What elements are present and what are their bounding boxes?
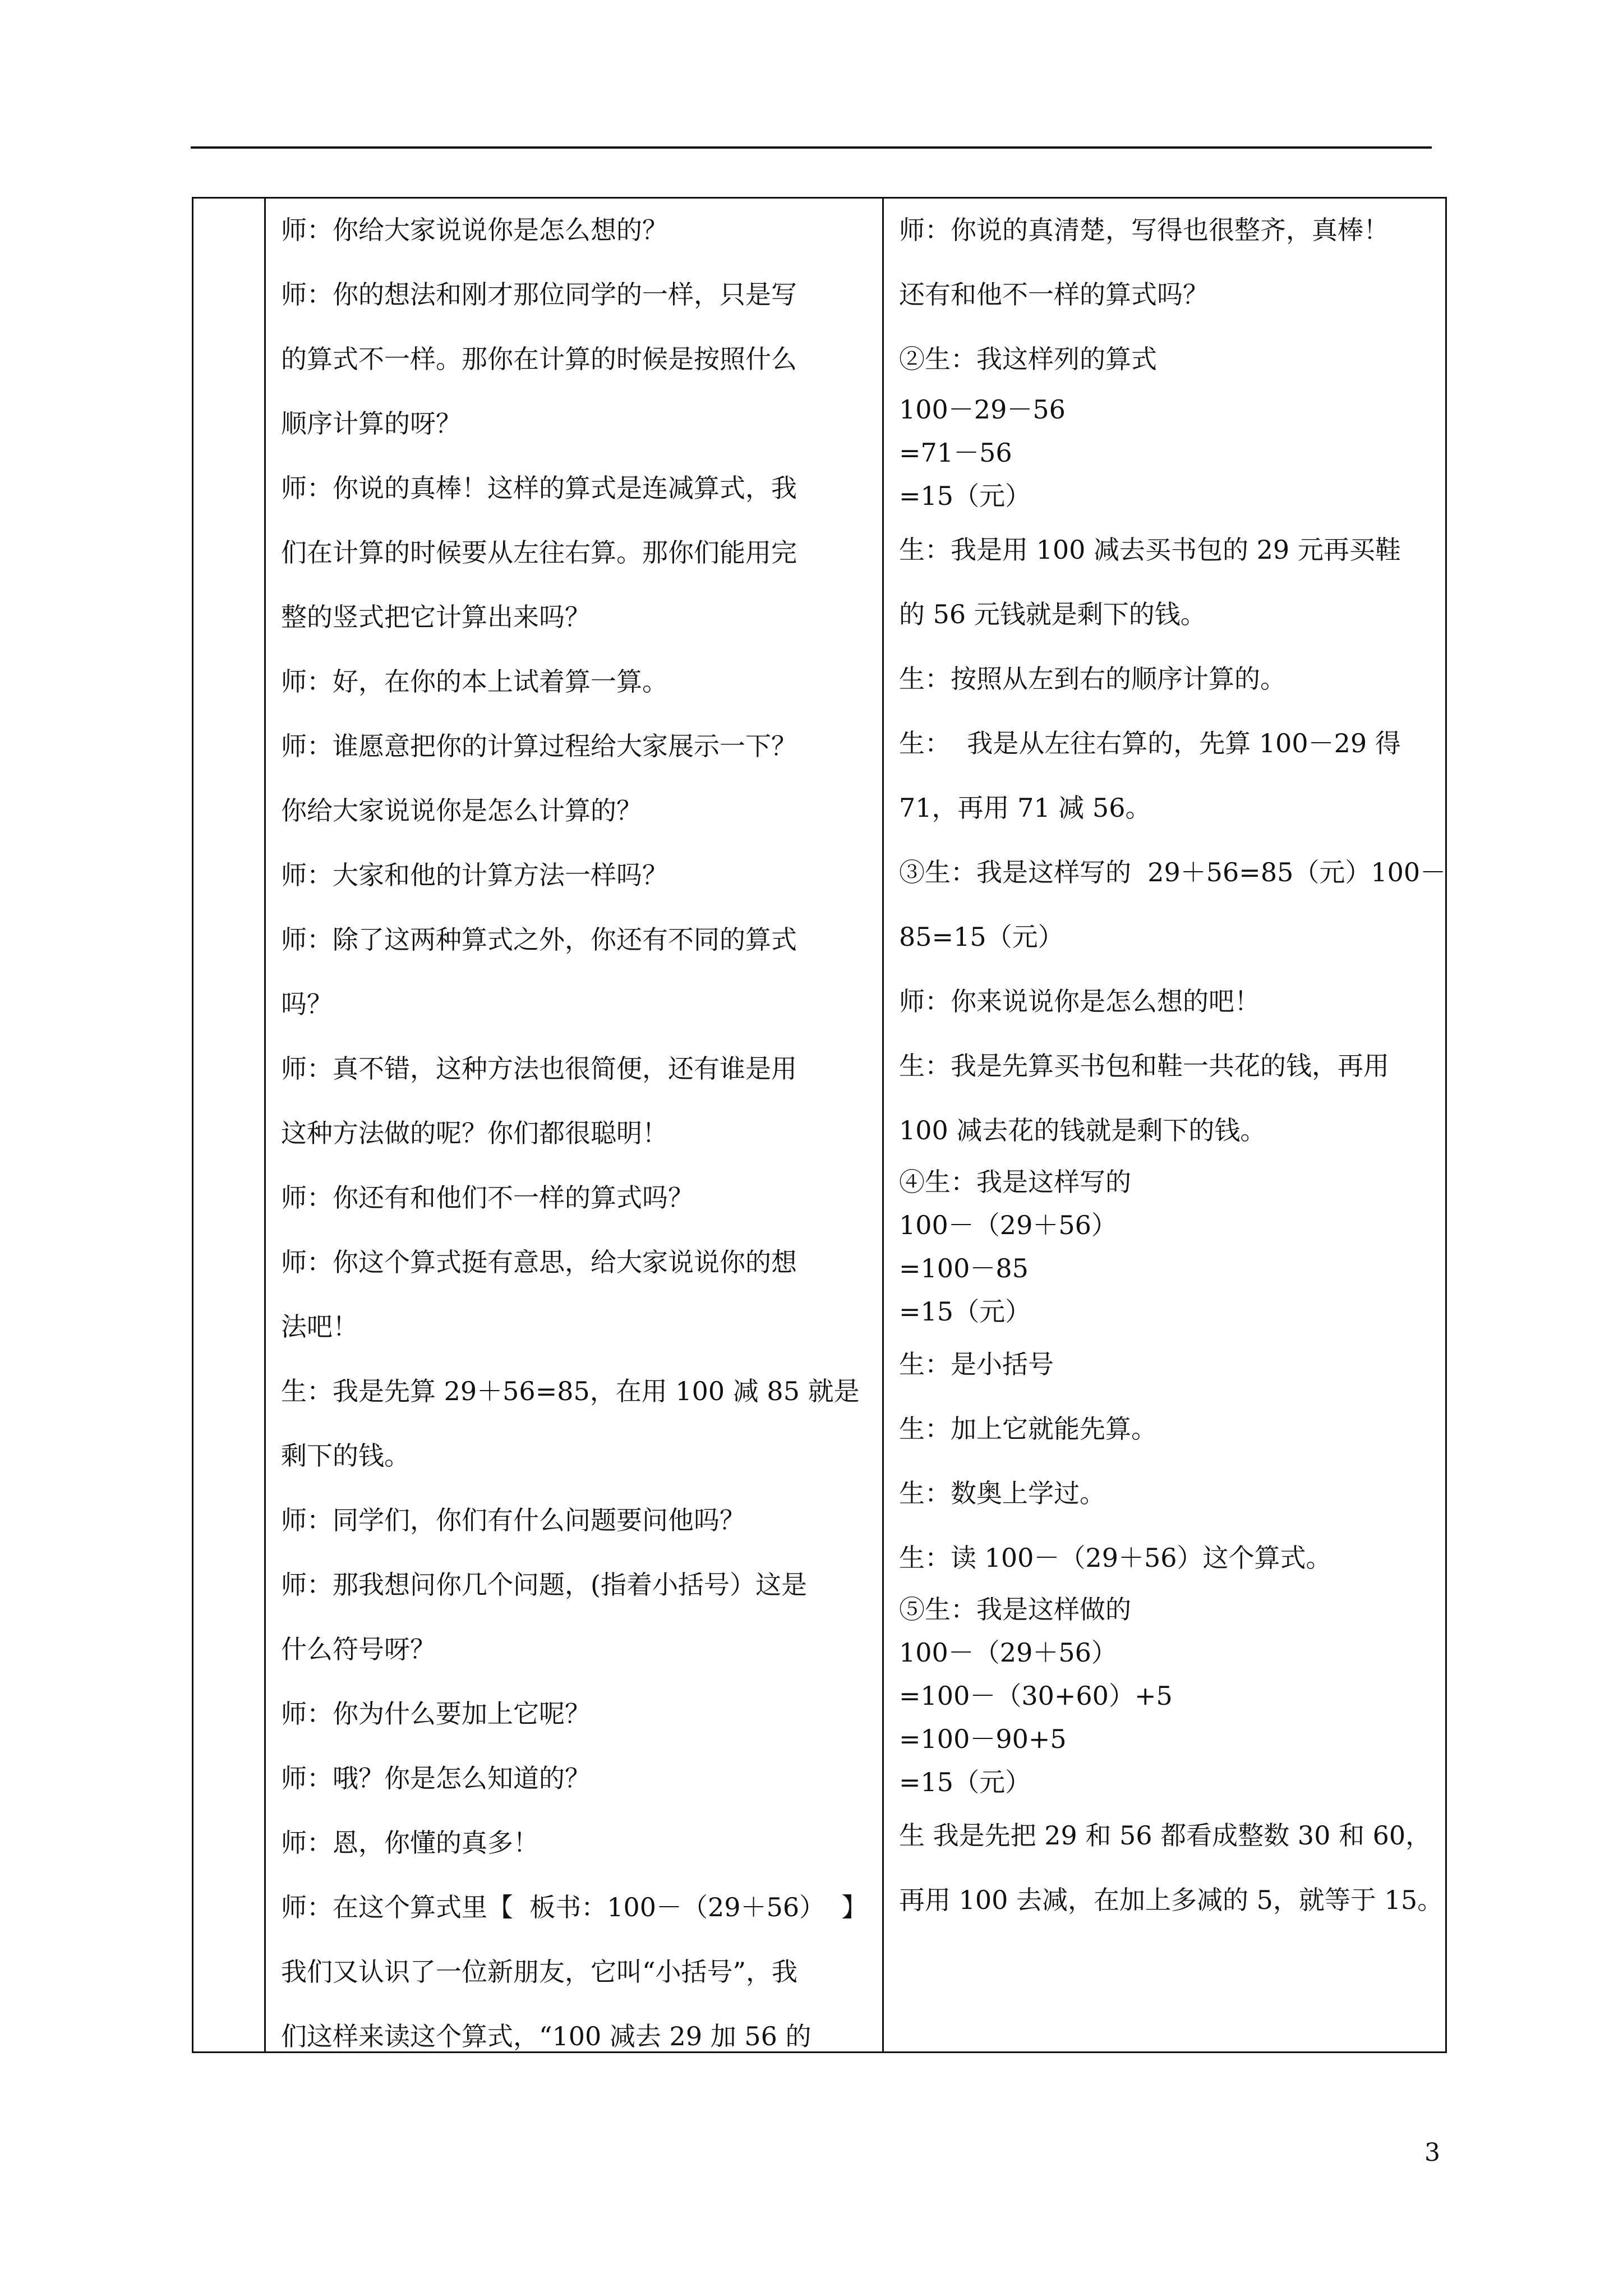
teacher-line: 法吧！ (281, 1312, 358, 1342)
teacher-line: 什么符号呀？ (281, 1634, 436, 1664)
student-line: ②生：我这样列的算式 (899, 344, 1157, 374)
teacher-line: 这种方法做的呢？你们都很聪明！ (281, 1118, 668, 1148)
lesson-table (192, 197, 1447, 2053)
header-rule (191, 146, 1432, 149)
teacher-line: 师：真不错，这种方法也很简便，还有谁是用 (281, 1053, 797, 1084)
student-line: ⑤生：我是这样做的 (899, 1594, 1131, 1625)
student-line: 再用 100 去减，在加上多减的 5，就等于 15。 (899, 1885, 1444, 1915)
student-line: 生：按照从左到右的顺序计算的。 (899, 664, 1286, 694)
student-line: 生 我是先把 29 和 56 都看成整数 30 和 60， (899, 1820, 1432, 1851)
student-line: =100－（30+60）+5 (899, 1681, 1173, 1711)
table-divider-2 (882, 199, 884, 2051)
teacher-line: 吗？ (281, 989, 333, 1019)
teacher-line: 师：你这个算式挺有意思，给大家说说你的想 (281, 1247, 797, 1277)
student-line: 生：我是先算买书包和鞋一共花的钱，再用 (899, 1051, 1389, 1081)
student-line: 的 56 元钱就是剩下的钱。 (899, 599, 1206, 629)
table-divider-1 (264, 199, 266, 2051)
student-line: 生： 我是从左往右算的，先算 100－29 得 (899, 728, 1401, 758)
student-line: 85=15（元） (899, 922, 1064, 952)
teacher-line: 师：大家和他的计算方法一样吗？ (281, 860, 668, 890)
student-line: =100－90+5 (899, 1724, 1067, 1754)
teacher-line: 们这样来读这个算式，“100 减去 29 加 56 的 (281, 2021, 811, 2051)
student-line: =15（元） (899, 1767, 1031, 1797)
teacher-line: 你给大家说说你是怎么计算的？ (281, 795, 642, 826)
student-line: 生：我是用 100 减去买书包的 29 元再买鞋 (899, 535, 1401, 565)
student-line: 100－（29＋56） (899, 1210, 1117, 1240)
teacher-line: 们在计算的时候要从左往右算。那你们能用完 (281, 537, 797, 568)
student-line: 师：你说的真清楚，写得也很整齐，真棒！ (899, 215, 1389, 245)
student-line: 师：你来说说你是怎么想的吧！ (899, 986, 1260, 1016)
student-line: 生：数奥上学过。 (899, 1478, 1105, 1508)
teacher-line: 师：同学们，你们有什么问题要问他吗？ (281, 1505, 745, 1535)
teacher-line: 师：那我想问你几个问题，(指着小括号）这是 (281, 1570, 807, 1600)
student-line: =100－85 (899, 1253, 1029, 1283)
teacher-line: 师：你的想法和刚才那位同学的一样，只是写 (281, 279, 797, 310)
teacher-line: 师：你为什么要加上它呢？ (281, 1699, 591, 1729)
teacher-line: 师：除了这两种算式之外，你还有不同的算式 (281, 924, 797, 955)
teacher-line: 师：恩，你懂的真多！ (281, 1828, 539, 1858)
teacher-line: 的算式不一样。那你在计算的时候是按照什么 (281, 344, 797, 374)
teacher-line: 我们又认识了一位新朋友，它叫“小括号”，我 (281, 1957, 798, 1987)
student-line: 生：读 100－（29＋56）这个算式。 (899, 1543, 1332, 1573)
page-number: 3 (1424, 2138, 1440, 2167)
teacher-line: 师：好，在你的本上试着算一算。 (281, 666, 668, 697)
teacher-line: 整的竖式把它计算出来吗？ (281, 602, 591, 632)
teacher-line: 师：哦？你是怎么知道的？ (281, 1763, 591, 1793)
student-line: =15（元） (899, 1296, 1031, 1327)
student-line: 100－29－56 (899, 394, 1066, 425)
teacher-line: 师：你还有和他们不一样的算式吗？ (281, 1182, 694, 1213)
student-line: ③生：我是这样写的 29＋56=85（元）100－ (899, 857, 1446, 887)
teacher-line: 生：我是先算 29＋56=85，在用 100 减 85 就是 (281, 1376, 860, 1406)
teacher-line: 师：在这个算式里【 板书：100－（29＋56） 】 (281, 1892, 868, 1922)
teacher-line: 剩下的钱。 (281, 1441, 410, 1471)
student-line: 生：是小括号 (899, 1349, 1054, 1379)
teacher-line: 师：你说的真棒！这样的算式是连减算式，我 (281, 473, 797, 503)
student-line: 100－（29＋56） (899, 1637, 1117, 1668)
student-line: 还有和他不一样的算式吗？ (899, 279, 1209, 310)
teacher-line: 师：你给大家说说你是怎么想的？ (281, 215, 668, 245)
teacher-line: 师：谁愿意把你的计算过程给大家展示一下？ (281, 731, 797, 761)
student-line: =15（元） (899, 481, 1031, 511)
teacher-line: 顺序计算的呀？ (281, 408, 462, 439)
student-line: ④生：我是这样写的 (899, 1167, 1131, 1197)
student-line: 71，再用 71 减 56。 (899, 793, 1151, 823)
student-line: 100 减去花的钱就是剩下的钱。 (899, 1115, 1266, 1145)
student-line: =71－56 (899, 438, 1012, 468)
student-line: 生：加上它就能先算。 (899, 1414, 1157, 1444)
